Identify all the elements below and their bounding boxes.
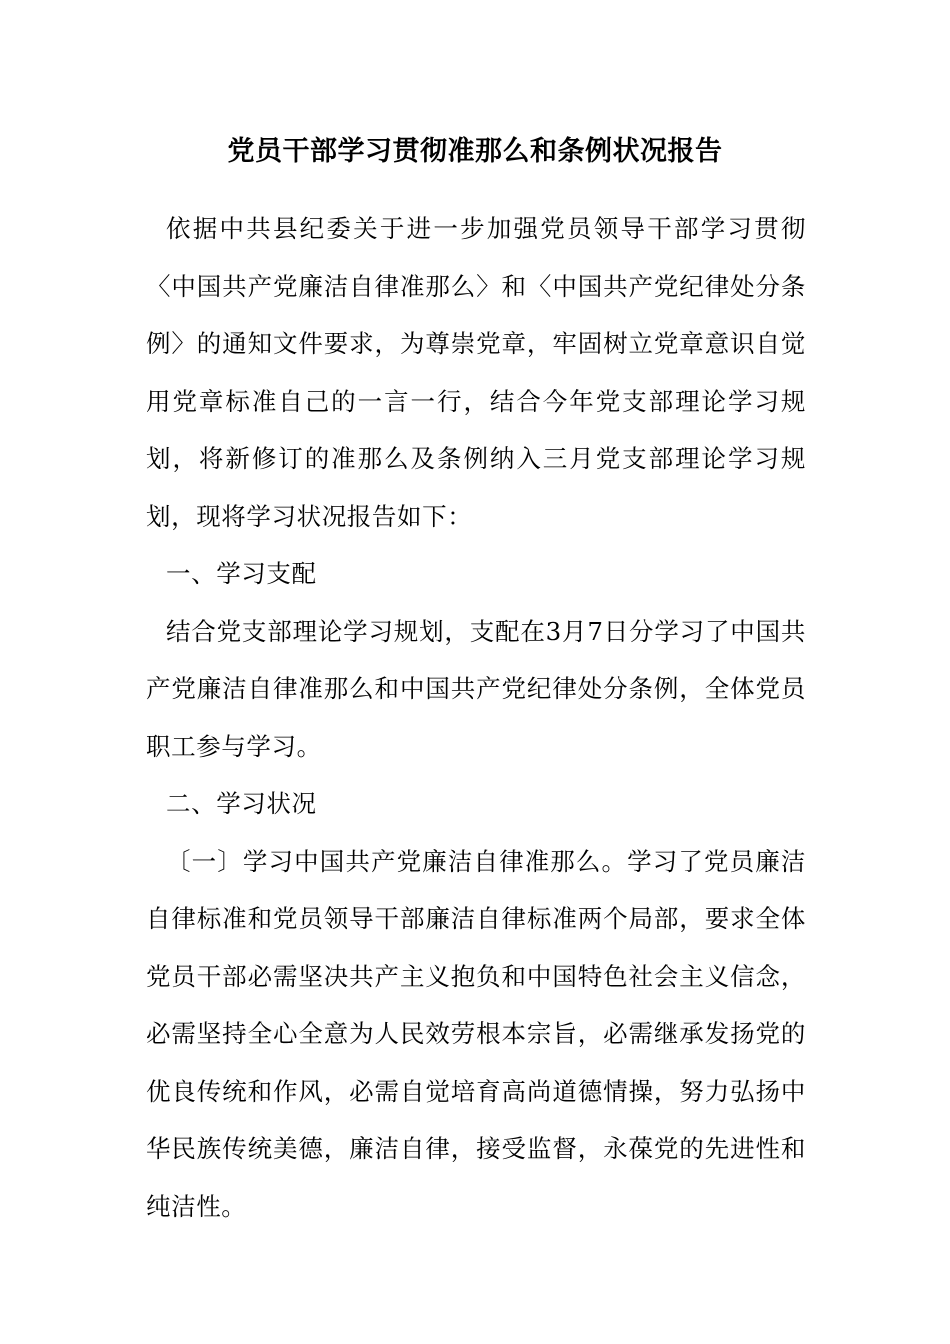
- study-arrangement-paragraph: 结合党支部理论学习规划，支配在3月7日分学习了中国共产党廉洁自律准那么和中国共产党纪律处分条例，全体党员职工参与学习。: [146, 616, 806, 761]
- section-heading-study-status: 二、学习状况: [166, 789, 317, 818]
- document-title: 党员干部学习贯彻准那么和条例状况报告: [227, 136, 723, 167]
- section-heading-study-arrangement: 一、学习支配: [166, 559, 317, 588]
- intro-paragraph: 依据中共县纪委关于进一步加强党员领导干部学习贯彻〈中国共产党廉洁自律准那么〉和〈中国共产党纪律处分条例〉的通知文件要求，为尊崇党章，牢固树立党章意识自觉用党章标准自己的一言一行，结合今年党支部理论学习规划，将新修订的准那么及条例纳入三月党支部理论学习规划，现将学习状况报告如下：: [146, 214, 806, 531]
- document-body: [146, 200, 806, 1235]
- study-status-paragraph-1: 〔一〕学习中国共产党廉洁自律准那么。学习了党员廉洁自律标准和党员领导干部廉洁自律标准两个局部，要求全体党员干部必需坚决共产主义抱负和中国特色社会主义信念，必需坚持全心全意为人民效劳根本宗旨，必需继承发扬党的优良传统和作风，必需自觉培育高尚道德情操，努力弘扬中华民族传统美德，廉洁自律，接受监督，永葆党的先进性和纯洁性。: [146, 846, 806, 1221]
